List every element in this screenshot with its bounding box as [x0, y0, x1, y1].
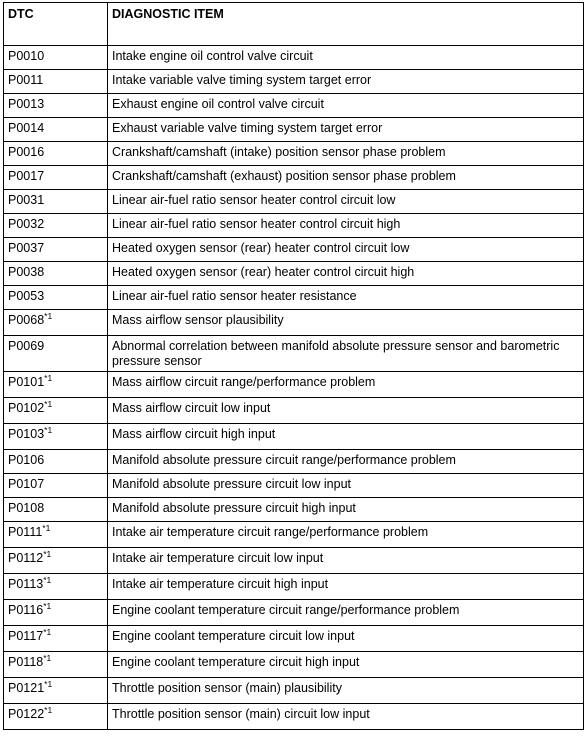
dtc-code: P0117	[8, 629, 44, 643]
dtc-code: P0016	[8, 145, 45, 159]
footnote-marker: *1	[44, 705, 53, 715]
table-row	[4, 522, 584, 548]
table-row	[4, 310, 584, 336]
dtc-code-cell	[4, 190, 108, 214]
diagnostic-item-cell: Heated oxygen sensor (rear) heater control circuit high	[108, 262, 584, 286]
table-row	[4, 424, 584, 450]
dtc-code: P0017	[8, 169, 45, 183]
diagnostic-item-cell: Abnormal correlation between manifold absolute pressure sensor and barometric pressure sensor	[108, 336, 584, 372]
footnote-marker: *1	[43, 627, 52, 637]
dtc-code-cell	[4, 548, 108, 574]
header-dtc: DTC	[4, 3, 108, 46]
dtc-code: P0102	[8, 401, 45, 415]
diagnostic-item-cell: Mass airflow circuit low input	[108, 398, 584, 424]
table-row	[4, 704, 584, 730]
dtc-code: P0116	[8, 603, 44, 617]
dtc-code-cell	[4, 372, 108, 398]
dtc-code-cell	[4, 214, 108, 238]
dtc-code-cell	[4, 94, 108, 118]
dtc-code: P0111	[8, 525, 43, 539]
diagnostic-item-cell: Linear air-fuel ratio sensor heater control circuit high	[108, 214, 584, 238]
diagnostic-item-cell: Intake air temperature circuit range/performance problem	[108, 522, 584, 548]
dtc-code: P0053	[8, 289, 45, 303]
dtc-code-cell	[4, 474, 108, 498]
dtc-code-cell	[4, 118, 108, 142]
diagnostic-item-cell: Mass airflow sensor plausibility	[108, 310, 584, 336]
dtc-code: P0037	[8, 241, 45, 255]
footnote-marker: *1	[44, 399, 53, 409]
dtc-code-cell	[4, 626, 108, 652]
footnote-marker: *1	[44, 679, 53, 689]
table-row	[4, 548, 584, 574]
diagnostic-item-cell: Linear air-fuel ratio sensor heater resistance	[108, 286, 584, 310]
dtc-code-cell	[4, 262, 108, 286]
dtc-code: P0010	[8, 49, 45, 63]
diagnostic-item-cell: Intake variable valve timing system target error	[108, 70, 584, 94]
dtc-code: P0113	[8, 577, 44, 591]
dtc-code: P0122	[8, 707, 45, 721]
diagnostic-item-cell: Crankshaft/camshaft (intake) position sensor phase problem	[108, 142, 584, 166]
dtc-table	[3, 2, 584, 730]
dtc-code-cell	[4, 574, 108, 600]
table-row	[4, 286, 584, 310]
diagnostic-item-cell: Intake air temperature circuit low input	[108, 548, 584, 574]
diagnostic-item-cell: Exhaust engine oil control valve circuit	[108, 94, 584, 118]
diagnostic-item-cell: Intake air temperature circuit high input	[108, 574, 584, 600]
footnote-marker: *1	[44, 373, 53, 383]
table-row	[4, 474, 584, 498]
diagnostic-item-cell: Crankshaft/camshaft (exhaust) position sensor phase problem	[108, 166, 584, 190]
dtc-code: P0107	[8, 477, 45, 491]
dtc-code: P0013	[8, 97, 45, 111]
table-row	[4, 498, 584, 522]
table-row	[4, 652, 584, 678]
dtc-code-cell	[4, 70, 108, 94]
table-row	[4, 574, 584, 600]
table-row	[4, 94, 584, 118]
table-row	[4, 336, 584, 372]
diagnostic-item-cell: Manifold absolute pressure circuit low input	[108, 474, 584, 498]
header-diagnostic-item: DIAGNOSTIC ITEM	[108, 3, 584, 46]
table-row	[4, 118, 584, 142]
dtc-code: P0118	[8, 655, 44, 669]
dtc-code: P0106	[8, 453, 45, 467]
table-row	[4, 46, 584, 70]
dtc-code: P0068	[8, 313, 45, 327]
dtc-code: P0038	[8, 265, 45, 279]
table-row	[4, 238, 584, 262]
diagnostic-item-cell: Engine coolant temperature circuit high input	[108, 652, 584, 678]
dtc-code: P0032	[8, 217, 45, 231]
dtc-code: P0121	[8, 681, 45, 695]
dtc-code-cell	[4, 678, 108, 704]
dtc-code: P0011	[8, 73, 44, 87]
diagnostic-item-cell: Throttle position sensor (main) plausibility	[108, 678, 584, 704]
footnote-marker: *1	[43, 653, 52, 663]
table-row	[4, 600, 584, 626]
footnote-marker: *1	[44, 311, 53, 321]
diagnostic-item-cell: Engine coolant temperature circuit range/performance problem	[108, 600, 584, 626]
table-row	[4, 450, 584, 474]
dtc-code: P0031	[8, 193, 45, 207]
table-row	[4, 678, 584, 704]
dtc-code: P0101	[8, 375, 45, 389]
footnote-marker: *1	[42, 523, 51, 533]
diagnostic-item-cell: Manifold absolute pressure circuit high input	[108, 498, 584, 522]
footnote-marker: *1	[43, 601, 52, 611]
dtc-code-cell	[4, 498, 108, 522]
dtc-code-cell	[4, 166, 108, 190]
footnote-marker: *1	[43, 575, 52, 585]
footnote-marker: *1	[44, 425, 53, 435]
dtc-code-cell	[4, 450, 108, 474]
dtc-code: P0103	[8, 427, 45, 441]
table-body	[4, 46, 584, 730]
dtc-code-cell	[4, 286, 108, 310]
footnote-marker: *1	[43, 549, 52, 559]
table-row	[4, 142, 584, 166]
diagnostic-item-cell: Mass airflow circuit range/performance problem	[108, 372, 584, 398]
dtc-code: P0014	[8, 121, 45, 135]
table-row	[4, 398, 584, 424]
dtc-code-cell	[4, 398, 108, 424]
table-row	[4, 214, 584, 238]
dtc-code: P0108	[8, 501, 45, 515]
table-row	[4, 262, 584, 286]
dtc-code-cell	[4, 600, 108, 626]
diagnostic-item-cell: Throttle position sensor (main) circuit low input	[108, 704, 584, 730]
diagnostic-item-cell: Engine coolant temperature circuit low input	[108, 626, 584, 652]
table-header-row	[4, 3, 584, 46]
diagnostic-item-cell: Linear air-fuel ratio sensor heater control circuit low	[108, 190, 584, 214]
dtc-code-cell	[4, 522, 108, 548]
table-row	[4, 626, 584, 652]
dtc-code-cell	[4, 652, 108, 678]
diagnostic-item-cell: Exhaust variable valve timing system target error	[108, 118, 584, 142]
dtc-code: P0112	[8, 551, 44, 565]
diagnostic-item-cell: Mass airflow circuit high input	[108, 424, 584, 450]
diagnostic-item-cell: Manifold absolute pressure circuit range/performance problem	[108, 450, 584, 474]
dtc-code-cell	[4, 424, 108, 450]
table-row	[4, 70, 584, 94]
table-row	[4, 190, 584, 214]
dtc-code-cell	[4, 310, 108, 336]
table-row	[4, 166, 584, 190]
dtc-code-cell	[4, 142, 108, 166]
dtc-code: P0069	[8, 339, 45, 353]
dtc-code-cell	[4, 238, 108, 262]
dtc-code-cell	[4, 704, 108, 730]
dtc-code-cell	[4, 336, 108, 372]
diagnostic-item-cell: Heated oxygen sensor (rear) heater control circuit low	[108, 238, 584, 262]
dtc-code-cell	[4, 46, 108, 70]
diagnostic-item-cell: Intake engine oil control valve circuit	[108, 46, 584, 70]
table-row	[4, 372, 584, 398]
